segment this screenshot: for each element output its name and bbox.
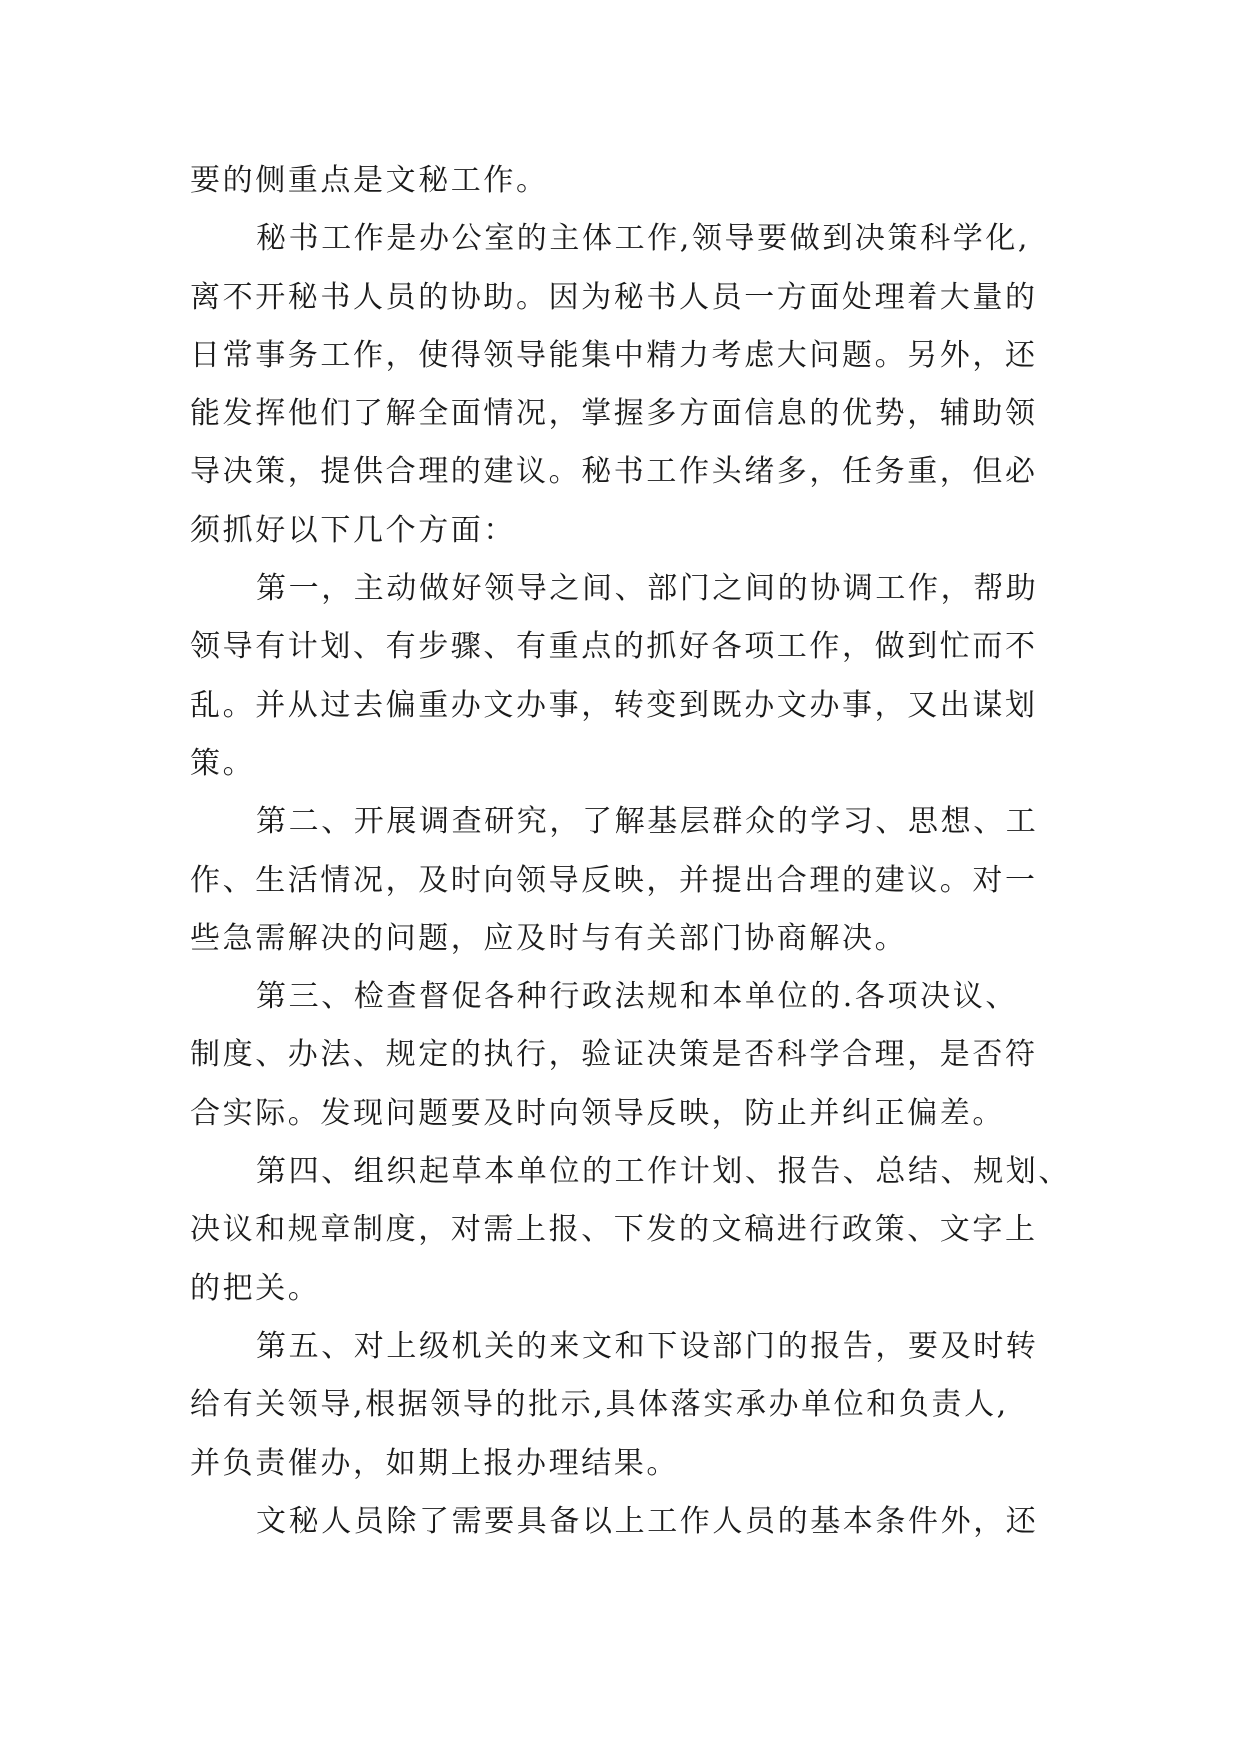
text-line: 乱。并从过去偏重办文办事，转变到既办文办事，又出谋划	[190, 687, 1038, 723]
text-line: 第五、对上级机关的来文和下设部门的报告，要及时转	[256, 1328, 1039, 1364]
text-line: 第三、检查督促各种行政法规和本单位的.各项决议、	[256, 979, 1018, 1015]
text-line: 领导有计划、有步骤、有重点的抓好各项工作，做到忙而不	[190, 629, 1038, 665]
text-line: 秘书工作是办公室的主体工作,领导要做到决策科学化,	[256, 221, 1031, 257]
text-line: 须抓好以下几个方面：	[190, 512, 516, 548]
text-line: 决议和规章制度，对需上报、下发的文稿进行政策、文字上	[190, 1212, 1038, 1248]
text-line: 第一，主动做好领导之间、部门之间的协调工作，帮助	[256, 571, 1039, 607]
text-line: 导决策，提供合理的建议。秘书工作头绪多，任务重，但必	[190, 454, 1038, 490]
text-line: 合实际。发现问题要及时向领导反映，防止并纠正偏差。	[190, 1095, 1005, 1131]
text-line: 并负责催办，如期上报办理结果。	[190, 1445, 679, 1481]
text-line: 第二、开展调查研究，了解基层群众的学习、思想、工	[256, 804, 1039, 840]
text-line: 文秘人员除了需要具备以上工作人员的基本条件外，还	[256, 1503, 1039, 1539]
text-line: 日常事务工作，使得领导能集中精力考虑大问题。另外，还	[190, 337, 1038, 373]
document-body	[190, 152, 1071, 1551]
text-line: 策。	[190, 745, 256, 781]
text-line: 要的侧重点是文秘工作。	[190, 163, 549, 198]
text-line: 第四、组织起草本单位的工作计划、报告、总结、规划、	[256, 1154, 1071, 1190]
text-line: 制度、办法、规定的执行，验证决策是否科学合理，是否符	[190, 1037, 1038, 1073]
text-line: 能发挥他们了解全面情况，掌握多方面信息的优势，辅助领	[190, 396, 1038, 432]
text-line: 些急需解决的问题，应及时与有关部门协商解决。	[190, 920, 908, 956]
text-line: 给有关领导,根据领导的批示,具体落实承办单位和负责人,	[190, 1387, 1009, 1423]
text-line: 离不开秘书人员的协助。因为秘书人员一方面处理着大量的	[190, 279, 1038, 315]
text-line: 的把关。	[190, 1270, 321, 1306]
text-line: 作、生活情况，及时向领导反映，并提出合理的建议。对一	[190, 862, 1038, 898]
